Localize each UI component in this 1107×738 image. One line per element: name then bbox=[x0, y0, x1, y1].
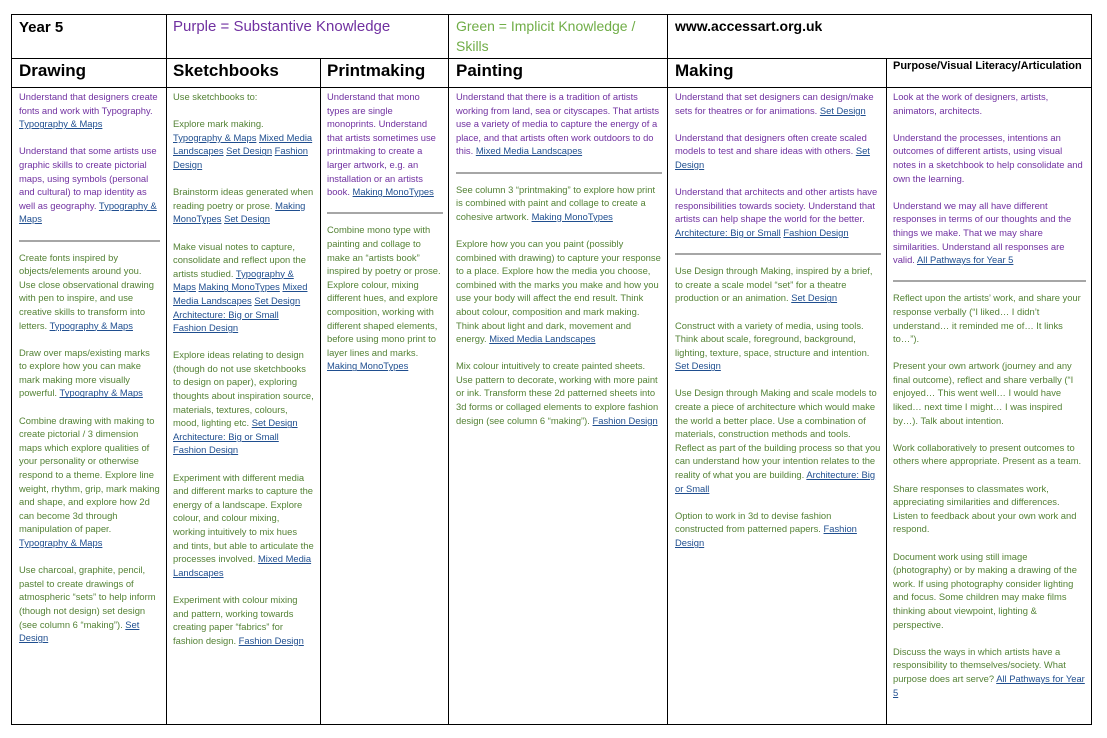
grid-divider bbox=[11, 87, 1092, 88]
paragraph-text: Use charcoal, graphite, pencil, pastel to create drawings of atmospheric “sets” to help inform (though not design) set design (see column 6 “making”). bbox=[19, 564, 156, 630]
unit-link[interactable]: Typography & Maps bbox=[19, 199, 157, 225]
section-divider bbox=[893, 280, 1086, 282]
paragraph-text: Understand that set designers can design/make sets for theatres or for animations. bbox=[675, 91, 874, 116]
implicit-paragraph bbox=[675, 319, 881, 373]
unit-link[interactable]: Mixed Media Landscapes bbox=[173, 131, 313, 157]
paragraph-text: Look at the work of designers, artists, animators, architects. bbox=[893, 91, 1049, 116]
unit-link[interactable]: Set Design bbox=[675, 145, 870, 170]
paragraph-text: Reflect upon the artists’ work, and share your response verbally (“I liked… I didn’t understand… it reminded me of… It links to…”). bbox=[893, 292, 1081, 345]
implicit-paragraph bbox=[893, 550, 1086, 632]
grid-divider bbox=[448, 14, 449, 725]
unit-link[interactable]: Typography & Maps bbox=[59, 387, 143, 399]
unit-link[interactable]: Fashion Design bbox=[173, 145, 308, 170]
unit-link[interactable]: Fashion Design bbox=[783, 226, 849, 238]
unit-link[interactable]: Fashion Design bbox=[592, 414, 658, 426]
paragraph-text: Experiment with different media and different marks to capture the energy of a landscape. Explore colour, and colour mixing, working intuitively to mix hues and tints, but able to articulate the processes involved. bbox=[173, 471, 314, 565]
paragraph-text: Document work using still image (photography) or by making a drawing of the work. If using photography consider lighting and focus. Some children may make films thinking about viewpoint, lighting & perspective. bbox=[893, 550, 1077, 630]
paragraph-text: Work collaboratively to present outcomes to others where appropriate. Present as a team. bbox=[893, 441, 1082, 467]
implicit-paragraph bbox=[19, 251, 160, 333]
implicit-paragraph bbox=[173, 240, 314, 335]
grid-divider bbox=[886, 59, 887, 725]
substantive-paragraph bbox=[19, 90, 160, 131]
substantive-paragraph bbox=[893, 199, 1086, 267]
implicit-paragraph bbox=[893, 441, 1086, 468]
unit-link[interactable]: Set Design bbox=[224, 213, 270, 225]
unit-link[interactable]: Typography & Maps bbox=[19, 118, 103, 130]
paragraph-text: Make visual notes to capture, consolidate and reflect upon the artists studied. bbox=[173, 240, 306, 279]
implicit-paragraph bbox=[456, 359, 662, 427]
implicit-paragraph bbox=[173, 185, 314, 226]
unit-link[interactable]: Mixed Media Landscapes bbox=[489, 333, 596, 345]
implicit-paragraph bbox=[19, 346, 160, 400]
column-heading: Making bbox=[675, 61, 734, 80]
unit-link[interactable]: Typography & Maps bbox=[19, 537, 103, 548]
paragraph-text: Understand that there is a tradition of artists working from land, sea or cityscapes. That artists use a variety of media to capture the energy of a place, and that artists often work outdoors to do this. bbox=[456, 91, 660, 157]
implicit-paragraph bbox=[173, 90, 314, 104]
printmaking-column bbox=[327, 90, 443, 720]
implicit-paragraph bbox=[173, 348, 314, 457]
implicit-paragraph bbox=[893, 645, 1086, 699]
unit-link[interactable]: Fashion Design bbox=[173, 444, 239, 456]
drawing-column bbox=[19, 90, 160, 720]
painting-column bbox=[456, 90, 662, 720]
unit-link[interactable]: Fashion Design bbox=[238, 634, 304, 646]
implicit-paragraph bbox=[456, 237, 662, 346]
paragraph-text: Understand that designers often create scaled models to test and share ideas with others. bbox=[675, 131, 867, 157]
unit-link[interactable]: All Pathways for Year 5 bbox=[893, 672, 1085, 698]
unit-link[interactable]: Fashion Design bbox=[675, 523, 857, 548]
unit-link[interactable]: Typography & Maps bbox=[173, 267, 294, 293]
grid-border-left bbox=[11, 14, 12, 725]
paragraph-text: Understand the processes, intentions an outcomes of different artists, using visual notes in a sketchbook to help consolidate and own the learning. bbox=[893, 131, 1083, 184]
implicit-paragraph bbox=[893, 482, 1086, 536]
paragraph-text: Use Design through Making, inspired by a brief, to create a scale model “set” for a theatre production or an animation. bbox=[675, 265, 873, 304]
unit-link[interactable]: Architecture: Big or Small bbox=[675, 226, 781, 238]
grid-border-right bbox=[1091, 14, 1092, 725]
substantive-key: Purple = Substantive Knowledge bbox=[173, 18, 391, 35]
unit-link[interactable]: All Pathways for Year 5 bbox=[916, 254, 1014, 266]
unit-link[interactable]: Architecture: Big or Small bbox=[675, 469, 876, 494]
implicit-paragraph bbox=[19, 563, 160, 645]
substantive-paragraph bbox=[327, 90, 443, 199]
making-column bbox=[675, 90, 881, 720]
unit-link[interactable]: Making MonoTypes bbox=[327, 360, 409, 372]
implicit-paragraph bbox=[893, 291, 1086, 345]
year-title: Year 5 bbox=[19, 19, 64, 36]
section-divider bbox=[675, 253, 881, 255]
column-heading: Painting bbox=[456, 61, 524, 80]
grid-divider bbox=[166, 14, 167, 725]
implicit-paragraph bbox=[675, 386, 881, 495]
paragraph-text: Brainstorm ideas generated when reading poetry or prose. bbox=[173, 186, 314, 211]
unit-link[interactable]: Making MonoTypes bbox=[531, 210, 613, 222]
grid-divider bbox=[320, 59, 321, 725]
implicit-paragraph bbox=[19, 414, 160, 550]
unit-link[interactable]: Mixed Media Landscapes bbox=[475, 145, 583, 157]
paragraph-text: Mix colour intuitively to create painted sheets. Use pattern to decorate, working with more paint or ink. Transform these 2d patterned sheets into 3d forms or collaged elements to explore fashion design (see column 6 “making”). bbox=[456, 360, 659, 426]
substantive-paragraph bbox=[456, 90, 662, 158]
implicit-paragraph bbox=[173, 117, 314, 171]
unit-link[interactable]: Architecture: Big or Small bbox=[173, 308, 279, 320]
paragraph-text: Understand that architects and other artists have responsibilities towards society. Understand that artists can help shape the world for the better. bbox=[675, 186, 878, 225]
paragraph-text: Use Design through Making and scale models to create a piece of architecture which would make the world a better place. Use a combination of materials, construction methods and tools. Reflect as part of the building process so that you can understand how your intention relates to the reality of what you are building. bbox=[675, 387, 881, 481]
substantive-paragraph bbox=[675, 185, 881, 239]
implicit-paragraph bbox=[893, 359, 1086, 427]
unit-link[interactable]: Set Design bbox=[226, 145, 273, 157]
sketchbooks-column bbox=[173, 90, 314, 720]
grid-divider bbox=[11, 58, 1092, 59]
paragraph-text: Use sketchbooks to: bbox=[173, 91, 258, 102]
unit-link[interactable]: Making MonoTypes bbox=[173, 199, 306, 225]
substantive-paragraph bbox=[675, 90, 881, 117]
grid-border-top bbox=[11, 14, 1092, 15]
unit-link[interactable]: Set Design bbox=[251, 417, 298, 429]
implicit-paragraph bbox=[675, 264, 881, 305]
unit-link[interactable]: Making MonoTypes bbox=[198, 281, 280, 293]
unit-link[interactable]: Typography & Maps bbox=[173, 131, 257, 143]
column-heading: Purpose/Visual Literacy/Articulation bbox=[893, 60, 1082, 72]
paragraph-text: Combine drawing with making to create pictorial / 3 dimension maps which explore qualities of your personality or otherwise respond to a theme. Explore line weight, rhythm, grip, mark making and shape, and explore how 2d can become 3d through manipulation of paper. bbox=[19, 414, 160, 535]
unit-link[interactable]: Set Design bbox=[254, 294, 301, 306]
paragraph-text: Option to work in 3d to devise fashion constructed from patterned papers. bbox=[675, 509, 832, 535]
column-heading: Sketchbooks bbox=[173, 61, 279, 80]
purpose-column bbox=[893, 90, 1086, 720]
section-divider bbox=[19, 240, 160, 242]
website-link[interactable]: www.accessart.org.uk bbox=[675, 18, 823, 34]
substantive-paragraph bbox=[893, 131, 1086, 185]
unit-link[interactable]: Set Design bbox=[819, 104, 866, 116]
grid-divider bbox=[667, 14, 668, 725]
implicit-paragraph bbox=[173, 471, 314, 580]
grid-border-bottom bbox=[11, 724, 1092, 725]
paragraph-text: Understand that some artists use graphic skills to create pictorial maps, using symbols (personal and cultural) to map identity as well as geography. bbox=[19, 145, 157, 211]
substantive-paragraph bbox=[675, 131, 881, 172]
implicit-paragraph bbox=[173, 593, 314, 647]
substantive-paragraph bbox=[19, 144, 160, 226]
substantive-paragraph bbox=[893, 90, 1086, 117]
unit-link[interactable]: Mixed Media Landscapes bbox=[173, 553, 312, 578]
implicit-paragraph bbox=[456, 183, 662, 224]
unit-link[interactable]: Mixed Media Landscapes bbox=[173, 281, 308, 306]
paragraph-text: See column 3 “printmaking” to explore how print is combined with paint and collage to create a cohesive artwork. bbox=[456, 183, 656, 222]
paragraph-text: Construct with a variety of media, using tools. Think about scale, foreground, background, lighting, texture, space, structure and intention. bbox=[675, 319, 870, 358]
unit-link[interactable]: Set Design bbox=[675, 360, 721, 372]
unit-link[interactable]: Making MonoTypes bbox=[352, 186, 434, 198]
paragraph-text: Combine mono type with painting and collage to make an “artists book” inspired by poetry or prose. Explore colour, mixing different hues, and explore composition, working with different shaped elements, before using mono print to layer lines and marks. bbox=[327, 224, 441, 358]
implicit-paragraph bbox=[675, 509, 881, 550]
paragraph-text: Understand that designers create fonts and work with Typography. bbox=[19, 91, 158, 116]
paragraph-text: Create fonts inspired by objects/elements around you. Use close observational drawing with pen to inspire, and use creative skills to transform into letters. bbox=[19, 251, 154, 331]
paragraph-text: Understand that mono types are single monoprints. Understand that artists sometimes use printmaking to create a larger artwork, e.g. an installation or an artists book. bbox=[327, 91, 436, 198]
column-heading: Drawing bbox=[19, 61, 87, 80]
paragraph-text: Explore mark making. bbox=[173, 118, 264, 130]
paragraph-text: Understand we may all have different responses in terms of our thoughts and the things we make. That we may share similarities. Understand all responses are valid. bbox=[893, 199, 1072, 266]
section-divider bbox=[456, 172, 662, 174]
unit-link[interactable]: Typography & Maps bbox=[49, 319, 133, 331]
section-divider bbox=[327, 212, 443, 214]
column-heading: Printmaking bbox=[327, 61, 426, 80]
implicit-paragraph bbox=[327, 223, 443, 373]
unit-link[interactable]: Fashion Design bbox=[173, 322, 239, 334]
unit-link[interactable]: Architecture: Big or Small bbox=[173, 430, 279, 442]
paragraph-text: Discuss the ways in which artists have a responsibility to themselves/society. What purpose does art serve? bbox=[893, 645, 1066, 684]
paragraph-text: Explore how you can you paint (possibly combined with drawing) to capture your response to a place. Explore how the media you choose, combined with the marks you make and how you use your body will affect the end result. Think about colour, composition and mark making. Think about light and dark, movement and energy. bbox=[456, 237, 661, 345]
paragraph-text: Draw over maps/existing marks to explore how you can make mark making more visually powerful. bbox=[19, 346, 150, 399]
unit-link[interactable]: Set Design bbox=[19, 618, 140, 644]
paragraph-text: Experiment with colour mixing and pattern, working towards creating paper “fabrics” for fashion design. bbox=[173, 593, 298, 646]
unit-link[interactable]: Set Design bbox=[791, 292, 838, 304]
paragraph-text: Share responses to classmates work, appreciating similarities and differences. Listen to feedback about your own work and respond. bbox=[893, 482, 1077, 535]
implicit-key: Green = Implicit Knowledge / Skills bbox=[456, 18, 636, 54]
curriculum-grid bbox=[11, 14, 1092, 725]
paragraph-text: Explore ideas relating to design (though do not use sketchbooks to design on paper), exploring thoughts about inspiration source, materials, textures, colours, mood, lighting etc. bbox=[173, 349, 314, 429]
paragraph-text: Present your own artwork (journey and any final outcome), reflect and share verbally (“I enjoyed… This went well… I would have liked… next time I might… I was inspired by…). Talk about intention. bbox=[893, 360, 1074, 426]
